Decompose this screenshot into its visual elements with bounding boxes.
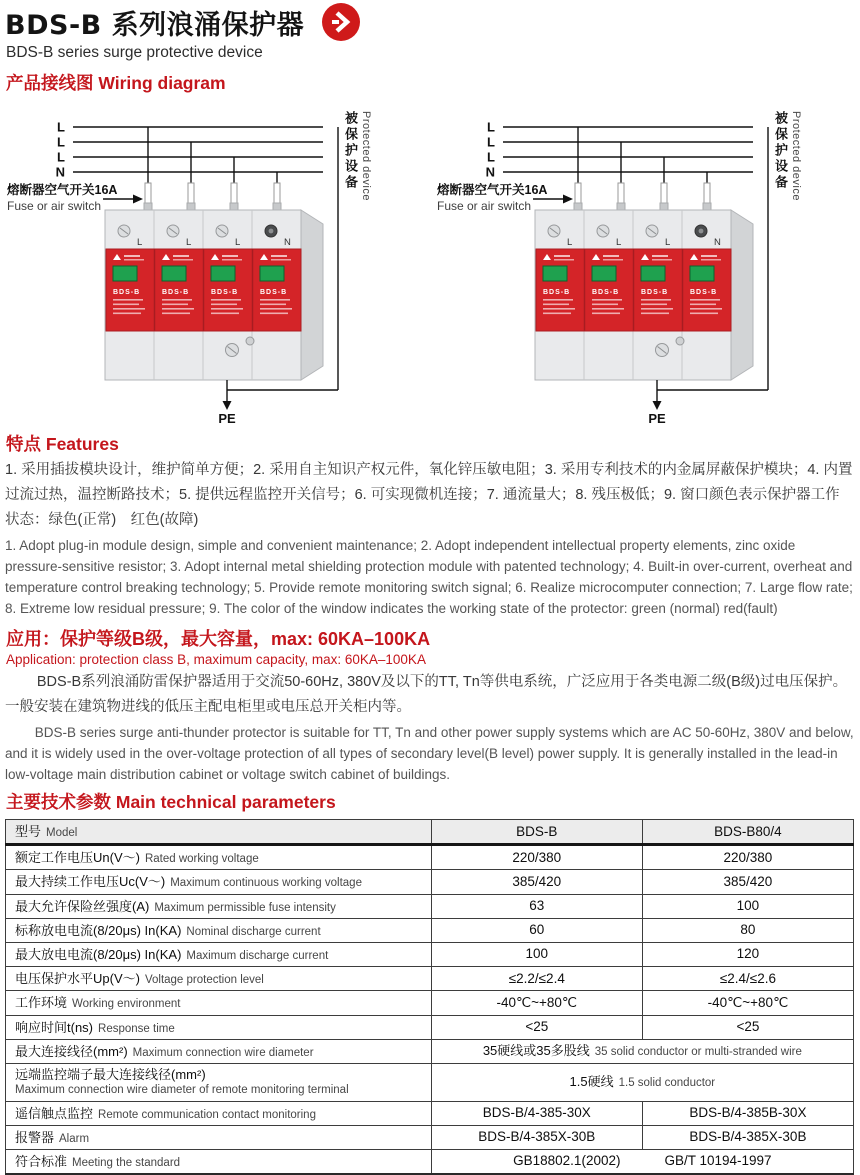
module-model-label: BDS-B (260, 289, 288, 296)
wire-label-l3: L (57, 149, 65, 165)
drop-wires (148, 127, 277, 210)
table-row (6, 894, 854, 918)
param-value: 63 (431, 894, 642, 918)
param-value-span (431, 1063, 853, 1101)
device-terminal-l2: L (186, 237, 192, 248)
param-value: 80 (642, 918, 853, 942)
wiring-diagram-left (5, 97, 435, 427)
supply-wires (503, 127, 753, 172)
features-heading-en: Features (45, 434, 119, 454)
table-row (6, 1149, 854, 1174)
protected-device-label-en: Protected device (790, 111, 802, 201)
table-row (6, 1063, 854, 1101)
application-heading-zh: 应用：保护等级B级，最大容量，max: 60KA–100KA (6, 629, 431, 649)
param-label-zh: 最大连接线径(mm²) (15, 1043, 128, 1059)
device-terminal-l3: L (235, 237, 241, 248)
param-value: 385/420 (431, 870, 642, 894)
wire-label-l1: L (487, 119, 495, 135)
device-terminal-l3: L (665, 237, 671, 248)
wiring-heading-en: Wiring diagram (98, 73, 226, 93)
wire-label-l2: L (487, 134, 495, 150)
param-value: 120 (642, 942, 853, 966)
param-label-en: Response time (98, 1022, 175, 1035)
param-label-zh: 最大放电电流(8/20μs) In(KA) (15, 946, 182, 962)
param-value: -40℃~+80℃ (642, 991, 853, 1015)
table-row (6, 991, 854, 1015)
chevron-right-icon (328, 9, 354, 35)
param-value: BDS-B/4-385X-30B (431, 1125, 642, 1149)
param-value: 100 (431, 942, 642, 966)
application-heading-en: Application: protection class B, maximum capacity, max: 60KA–100KA (6, 652, 426, 667)
param-label-en: Remote communication contact monitoring (98, 1108, 316, 1121)
span-value-zh: 35硬线或35多股线 (482, 1042, 590, 1058)
param-label-en: Maximum permissible fuse intensity (154, 901, 336, 914)
module-model-label: BDS-B (543, 289, 571, 296)
parameters-heading-en: Main technical parameters (115, 792, 336, 812)
device-side-face (301, 210, 323, 380)
features-text-en: 1. Adopt plug-in module design, simple and convenient maintenance; 2. Adopt independent intellectual property elements, zinc oxide pressure-sensitive resistor; 3. Adopt internal metal shielding protection module with patented technology; 4. Built-in over-current, overheat and temperature control breaking technology; 5. Provide remote monitoring switch signal; 6. Realize microcomputer connection; 7. Large flow rate; 8. Extreme low residual pressure; 9. The color of the window indicates the working state of the protector: green (normal) red(fault) (5, 538, 853, 616)
pe-connection (223, 380, 339, 410)
page-subtitle: BDS-B series surge protective device (6, 44, 263, 61)
module-model-label: BDS-B (211, 289, 239, 296)
fuse-label-zh: 熔断器空气开关16A (7, 183, 118, 197)
wiring-diagrams (5, 97, 854, 427)
param-label-en: Maximum connection wire diameter of remote monitoring terminal (15, 1084, 349, 1097)
param-label-en: Alarm (59, 1132, 90, 1145)
standard-1: GB18802.1(2002) (513, 1153, 621, 1169)
param-value: BDS-B/4-385X-30B (642, 1125, 853, 1149)
device-side-face (731, 210, 753, 380)
table-row (6, 1101, 854, 1125)
device-terminal-n: N (284, 237, 291, 248)
parameters-section-heading (6, 789, 854, 814)
status-window-green (162, 266, 186, 281)
features-section-heading (6, 431, 854, 456)
features-heading-zh: 特点 (6, 434, 41, 454)
span-value-en: 1.5 solid conductor (618, 1076, 716, 1089)
wiring-heading-zh: 产品接线图 (6, 73, 94, 93)
drop-wires (578, 127, 707, 210)
fuse-symbols (575, 183, 710, 203)
device-terminal-l1: L (567, 237, 573, 248)
module-model-label: BDS-B (690, 289, 718, 296)
fuse-label-zh: 熔断器空气开关16A (437, 183, 548, 197)
param-value: 385/420 (642, 870, 853, 894)
column-header-bdsb: BDS-B (431, 820, 642, 845)
spd-device-illustration (105, 203, 323, 380)
param-value: 100 (642, 894, 853, 918)
param-label-zh: 最大允许保险丝强度(A) (15, 898, 150, 914)
spd-device-illustration (535, 203, 753, 380)
status-window-green (690, 266, 714, 281)
status-window-green (543, 266, 567, 281)
table-row (6, 942, 854, 966)
param-label-zh: 报警器 (15, 1129, 55, 1145)
param-label-en: Maximum connection wire diameter (132, 1046, 314, 1059)
status-window-green (641, 266, 665, 281)
status-window-green (260, 266, 284, 281)
table-row (6, 1015, 854, 1039)
param-label-zh: 符合标准 (15, 1153, 68, 1169)
wire-label-n: N (485, 164, 495, 180)
wire-label-l2: L (57, 134, 65, 150)
device-terminal-l2: L (616, 237, 622, 248)
table-row (6, 870, 854, 894)
application-text-en: BDS-B series surge anti-thunder protector is suitable for TT, Tn and other power supply systems which are AC 50-60Hz, 380V and below, and it is widely used in the over-voltage protection of all types of secondary level(B level) power supply. It is generally installed in the lead-in low-voltage main distribution cabinet or voltage switch cabinet of buildings. (5, 725, 854, 782)
module-model-label: BDS-B (641, 289, 669, 296)
protected-device-label-zh: 被保护设备 (773, 111, 788, 191)
param-label-en: Maximum continuous working voltage (170, 877, 362, 890)
pe-label: PE (648, 411, 666, 426)
table-row (6, 918, 854, 942)
header (5, 2, 854, 42)
param-label-zh: 工作环境 (15, 995, 68, 1011)
wire-label-n: N (55, 164, 65, 180)
wire-label-l1: L (57, 119, 65, 135)
pe-connection (653, 380, 769, 410)
standard-2: GB/T 10194-1997 (664, 1153, 772, 1169)
span-value-zh: 1.5硬线 (569, 1073, 614, 1089)
table-row (6, 1039, 854, 1063)
table-row (6, 1125, 854, 1149)
wiring-diagram-right (435, 97, 860, 427)
param-value-span (431, 1149, 853, 1174)
parameters-heading-zh: 主要技术参数 (6, 792, 111, 812)
fuse-symbols (145, 183, 280, 203)
wire-label-l3: L (487, 149, 495, 165)
parameters-table (5, 819, 854, 1175)
span-value-en: 35 solid conductor or multi-stranded wire (594, 1045, 802, 1058)
table-row (6, 845, 854, 870)
table-row (6, 967, 854, 991)
param-value: -40℃~+80℃ (431, 991, 642, 1015)
arrow-badge (322, 3, 360, 41)
param-label-zh: 标称放电电流(8/20μs) In(KA) (15, 922, 182, 938)
protected-device-label-zh: 被保护设备 (343, 111, 358, 191)
application-text-zh: BDS-B系列浪涌防雷保护器适用于交流50-60Hz, 380V及以下的TT, Tn等供电系统，广泛应用于各类电源二级(B级)过电压保护。一般安装在建筑物进线的低压主配电柜里或电压总开关柜内等。 (5, 674, 848, 715)
param-label-zh: 电压保护水平Up(V～) (15, 971, 140, 987)
supply-wires (73, 127, 323, 172)
param-value: 220/380 (642, 845, 853, 870)
param-value: BDS-B/4-385-30X (431, 1101, 642, 1125)
param-value: ≤2.2/≤2.4 (431, 967, 642, 991)
param-label-en: Maximum discharge current (186, 949, 329, 962)
status-window-green (592, 266, 616, 281)
module-model-label: BDS-B (592, 289, 620, 296)
status-window-green (211, 266, 235, 281)
status-window-green (113, 266, 137, 281)
param-value: BDS-B/4-385B-30X (642, 1101, 853, 1125)
param-label-en: Voltage protection level (144, 974, 264, 987)
param-value: 220/380 (431, 845, 642, 870)
param-value: 60 (431, 918, 642, 942)
device-terminal-n: N (714, 237, 721, 248)
features-text-zh: 1. 采用插拔模块设计，维护简单方便；2. 采用自主知识产权元件，氧化锌压敏电阻；3. 采用专利技术的内金属屏蔽保护模块；4. 内置过流过热，温控断路技术；5. 提供远程监控开关信号；6. 可实现微机连接；7. 通流量大；8. 残压极低；9. 窗口颜色表示保护器工作状态：绿色(正常) 红色(故障) (5, 462, 853, 528)
model-header-en: Model (46, 827, 78, 839)
wiring-section-heading (6, 70, 854, 95)
param-label-en: Working environment (72, 998, 181, 1011)
device-terminal-l1: L (137, 237, 143, 248)
param-label-zh: 响应时间t(ns) (15, 1019, 94, 1035)
module-model-label: BDS-B (113, 289, 141, 296)
fuse-label-en: Fuse or air switch (437, 199, 532, 213)
param-label-zh: 遥信触点监控 (15, 1105, 94, 1121)
param-value: ≤2.4/≤2.6 (642, 967, 853, 991)
pe-label: PE (218, 411, 236, 426)
param-label-zh: 额定工作电压Un(V～) (15, 850, 140, 866)
param-label-en: Nominal discharge current (186, 925, 321, 938)
param-label-zh: 最大持续工作电压Uc(V～) (15, 874, 166, 890)
param-label-zh: 远端监控端子最大连接线径(mm²) (15, 1066, 206, 1082)
param-value: <25 (642, 1015, 853, 1039)
page-title: BDS-B 系列浪涌保护器 (5, 10, 305, 41)
param-label-en: Meeting the standard (72, 1156, 181, 1169)
param-label-en: Rated working voltage (144, 853, 259, 866)
fuse-label-en: Fuse or air switch (7, 199, 102, 213)
param-value-span (431, 1039, 853, 1063)
model-header-zh: 型号 (15, 824, 42, 839)
module-model-label: BDS-B (162, 289, 190, 296)
param-value: <25 (431, 1015, 642, 1039)
column-header-bdsb804: BDS-B80/4 (642, 820, 853, 845)
table-header-row (6, 820, 854, 845)
protected-device-label-en: Protected device (360, 111, 372, 201)
